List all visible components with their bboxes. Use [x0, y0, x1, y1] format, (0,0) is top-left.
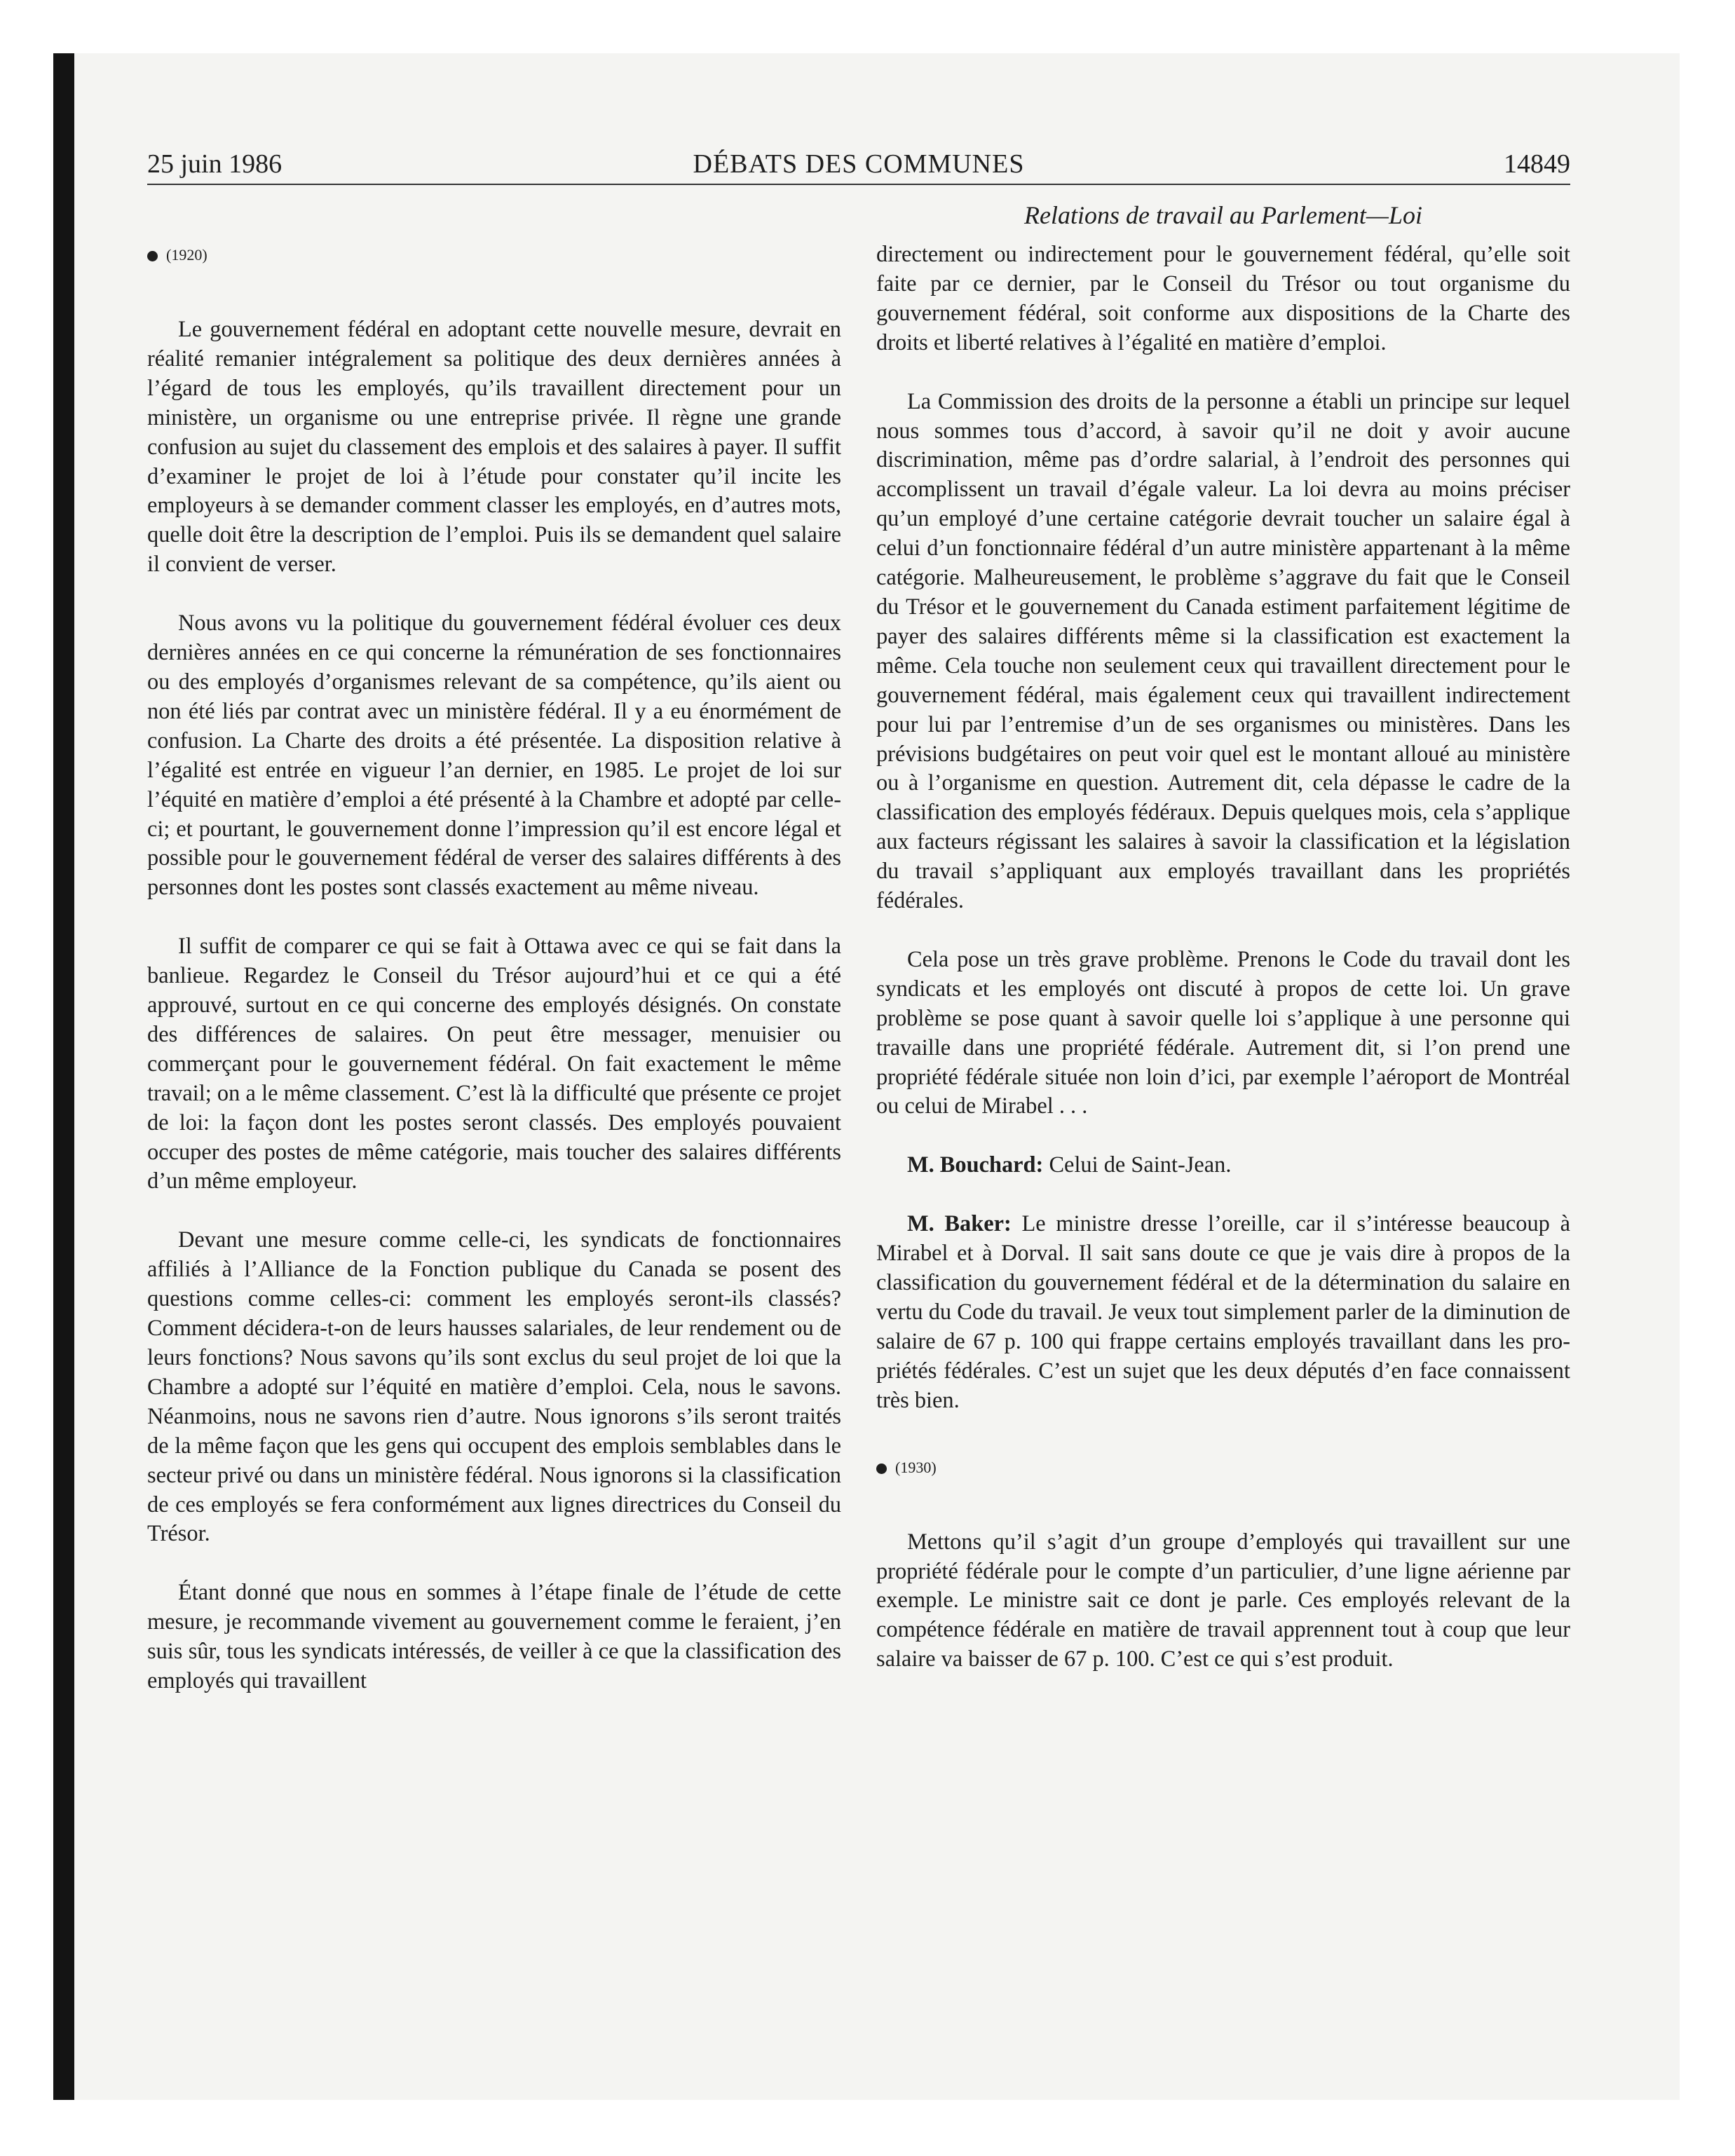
left-column — [147, 238, 841, 1726]
header-title: DÉBATS DES COMMUNES — [693, 149, 1025, 179]
time-marker — [876, 1456, 1570, 1479]
paragraph-continuation: directement ou indirectement pour le gouvernement fédéral, qu’elle soit faite par ce dernier, par le Conseil du Trésor ou tout organisme du gouvernement fédéral, soit conforme aux dispositions de la Charte des droits et liberté relatives à l’égalité en matière d’emploi. — [876, 242, 1570, 355]
page-header — [147, 147, 1570, 185]
speaker-name: M. Baker: — [907, 1211, 1012, 1237]
header-date: 25 juin 1986 — [147, 149, 283, 179]
speech-text: Le ministre dresse l’oreille, car il s’intéresse beaucoup à Mirabel et à Dorval. Il sait sans doute ce que je vais dire à propos de la classification du gouvernement fédéral et de la détermination du salaire en vertu du Code du travail. Je veux tout simplement parler de la diminution de salaire de 67 p. 100 qui frappe certains employés travaillant dans les propriétés fédérales. C’est un sujet que les deux députés d’en face connaissent très bien. — [876, 1211, 1570, 1413]
speech-baker — [876, 1210, 1570, 1415]
header-page-number: 14849 — [1504, 149, 1570, 179]
speech-text: Celui de Saint-Jean. — [1043, 1152, 1232, 1178]
time-marker-label: (1930) — [895, 1458, 937, 1476]
speaker-name: M. Bouchard: — [907, 1152, 1044, 1178]
right-column — [876, 240, 1570, 1704]
paragraph: Devant une mesure comme celle-ci, les syndicats de fonctionnaires affiliés à l’Alliance de la Fonction publique du Canada se posent des questions comme celles-ci: comment les employés seront-ils classés? Comment décidera-t-on de leurs hausses salariales, de leur rendement ou de leurs fonctions? Nous savons qu’ils sont exclus du seul projet de loi que la Chambre a adopté sur l’équité en matière d’emploi. Cela, nous le savons. Néanmoins, nous ne savons rien d’autre. Nous ignorons s’ils seront traités de la même façon que les gens qui occupent des emplois semblables dans le secteur privé ou dans un ministère fédéral. Nous ignorons si la classification de ces employés se fera conformément aux lignes directrices du Conseil du Trésor. — [147, 1227, 841, 1547]
time-marker — [147, 244, 841, 266]
paragraph: Cela pose un très grave problème. Prenons le Code du travail dont les syndicats et les employés ont discuté à propos de cette loi. Un grave problème se pose quant à savoir quelle loi s’applique à une personne qui travaille dans une propriété fédérale. Autrement dit, si l’on prend une propriété fédérale située non loin d’ici, par exemple l’aéroport de Montréal ou celui de Mirabel . . . — [876, 946, 1570, 1119]
time-marker-label: (1920) — [166, 246, 207, 264]
section-subheader: Relations de travail au Parlement—Loi — [1024, 201, 1422, 229]
paragraph: Mettons qu’il s’agit d’un groupe d’employés qui travaillent sur une propriété fédérale pour le compte d’un particulier, d’une ligne aérienne par exemple. Le ministre sait ce dont je parle. Ces employés relevant de la compétence fédérale en matière de travail apprennent tout à coup que leur salaire va baisser de 67 p. 100. C’est ce qui s’est produit. — [876, 1529, 1570, 1672]
paragraph: Nous avons vu la politique du gouvernement fédéral évoluer ces deux dernières années en ce qui concerne la rémunération de ses fonctionnaires ou des employés d’organismes relevant de sa compétence, qu’ils aient ou non été liés par contrat avec un ministère fédéral. Il y a eu énormément de confusion. La Charte des droits a été présentée. La disposition relative à l’égalité est entrée en vigueur l’an dernier, en 1985. Le projet de loi sur l’équité en matière d’emploi a été présenté à la Chambre et adopté par celle-ci; et pourtant, le gouvernement donne l’impression qu’il est encore légal et possible pour le gouvernement fédéral de verser des salaires différents à des personnes dont les postes sont classés exactement au même niveau. — [147, 610, 841, 901]
scan-edge-bar — [53, 53, 74, 2100]
paragraph: La Commission des droits de la personne a établi un principe sur lequel nous sommes tous d’accord, à savoir qu’il ne doit y avoir aucune discrimination, même pas d’ordre salarial, à l’endroit des personnes qui accomplissent un travail d’égale valeur. La loi devra au moins préciser qu’un employé d’une certaine catégorie devrait toucher un salaire égal à celui d’un fonctionnaire fédéral d’un autre ministère appartenant à la même catégorie. Malheureusement, le problème s’aggrave du fait que le Conseil du Trésor et le gouvernement du Canada estiment parfaitement légitime de payer des salaires différents même si la classification est exactement la même. Cela touche non seulement ceux qui travaillent directement pour le gouvernement fédéral, mais également ceux qui travaillent indirectement pour lui par l’entremise d’un de ses organismes ou ministères. Dans les prévisions budgétaires on peut voir quel est le montant alloué au ministère ou à l’organisme en question. Autrement dit, cela dépasse le cadre de la classification des employés fédéraux. Depuis quelques mois, cela s’applique aux facteurs régissant les salaires à savoir la classification et la législation du travail s’appliquant aux employés travaillant dans les propriétés fédérales. — [876, 388, 1570, 914]
paragraph: Il suffit de comparer ce qui se fait à Ottawa avec ce qui se fait dans la banlieue. Regardez le Conseil du Trésor aujourd’hui et ce qui a été approuvé, surtout en ce qui concerne des employés désignés. On constate des différences de salaires. On peut être messager, menuisier ou commerçant pour le gouvernement fédéral. On fait exactement le même travail; on a le même classement. C’est là la difficulté que présente ce projet de loi: la façon dont les postes seront classés. Des employés pouvaient occuper des postes de même catégorie, mais toucher des salaires différents d’un même employeur. — [147, 934, 841, 1194]
bullet-icon — [147, 251, 158, 261]
bullet-icon — [876, 1464, 887, 1474]
paragraph: Étant donné que nous en sommes à l’étape finale de l’étude de cette mesure, je recommande vivement au gouvernement comme le feraient, j’en suis sûr, tous les syndicats intéressés, de veiller à ce que la classification des employés qui travaillent — [147, 1580, 841, 1694]
speech-bouchard — [876, 1151, 1570, 1180]
paragraph: Le gouvernement fédéral en adoptant cette nouvelle mesure, devrait en réalité remanier intégralement sa politique des deux dernières années à l’égard de tous les employés, qu’ils travaillent directement pour un ministère, un organisme ou une entreprise privée. Il règne une grande confusion au sujet du classement des emplois et des salaires à payer. Il suffit d’examiner le projet de loi à l’étude pour constater qu’il incite les employeurs à se demander comment classer les employés, en d’autres mots, quelle doit être la description de l’emploi. Puis ils se demandent quel salaire il convient de verser. — [147, 317, 841, 578]
